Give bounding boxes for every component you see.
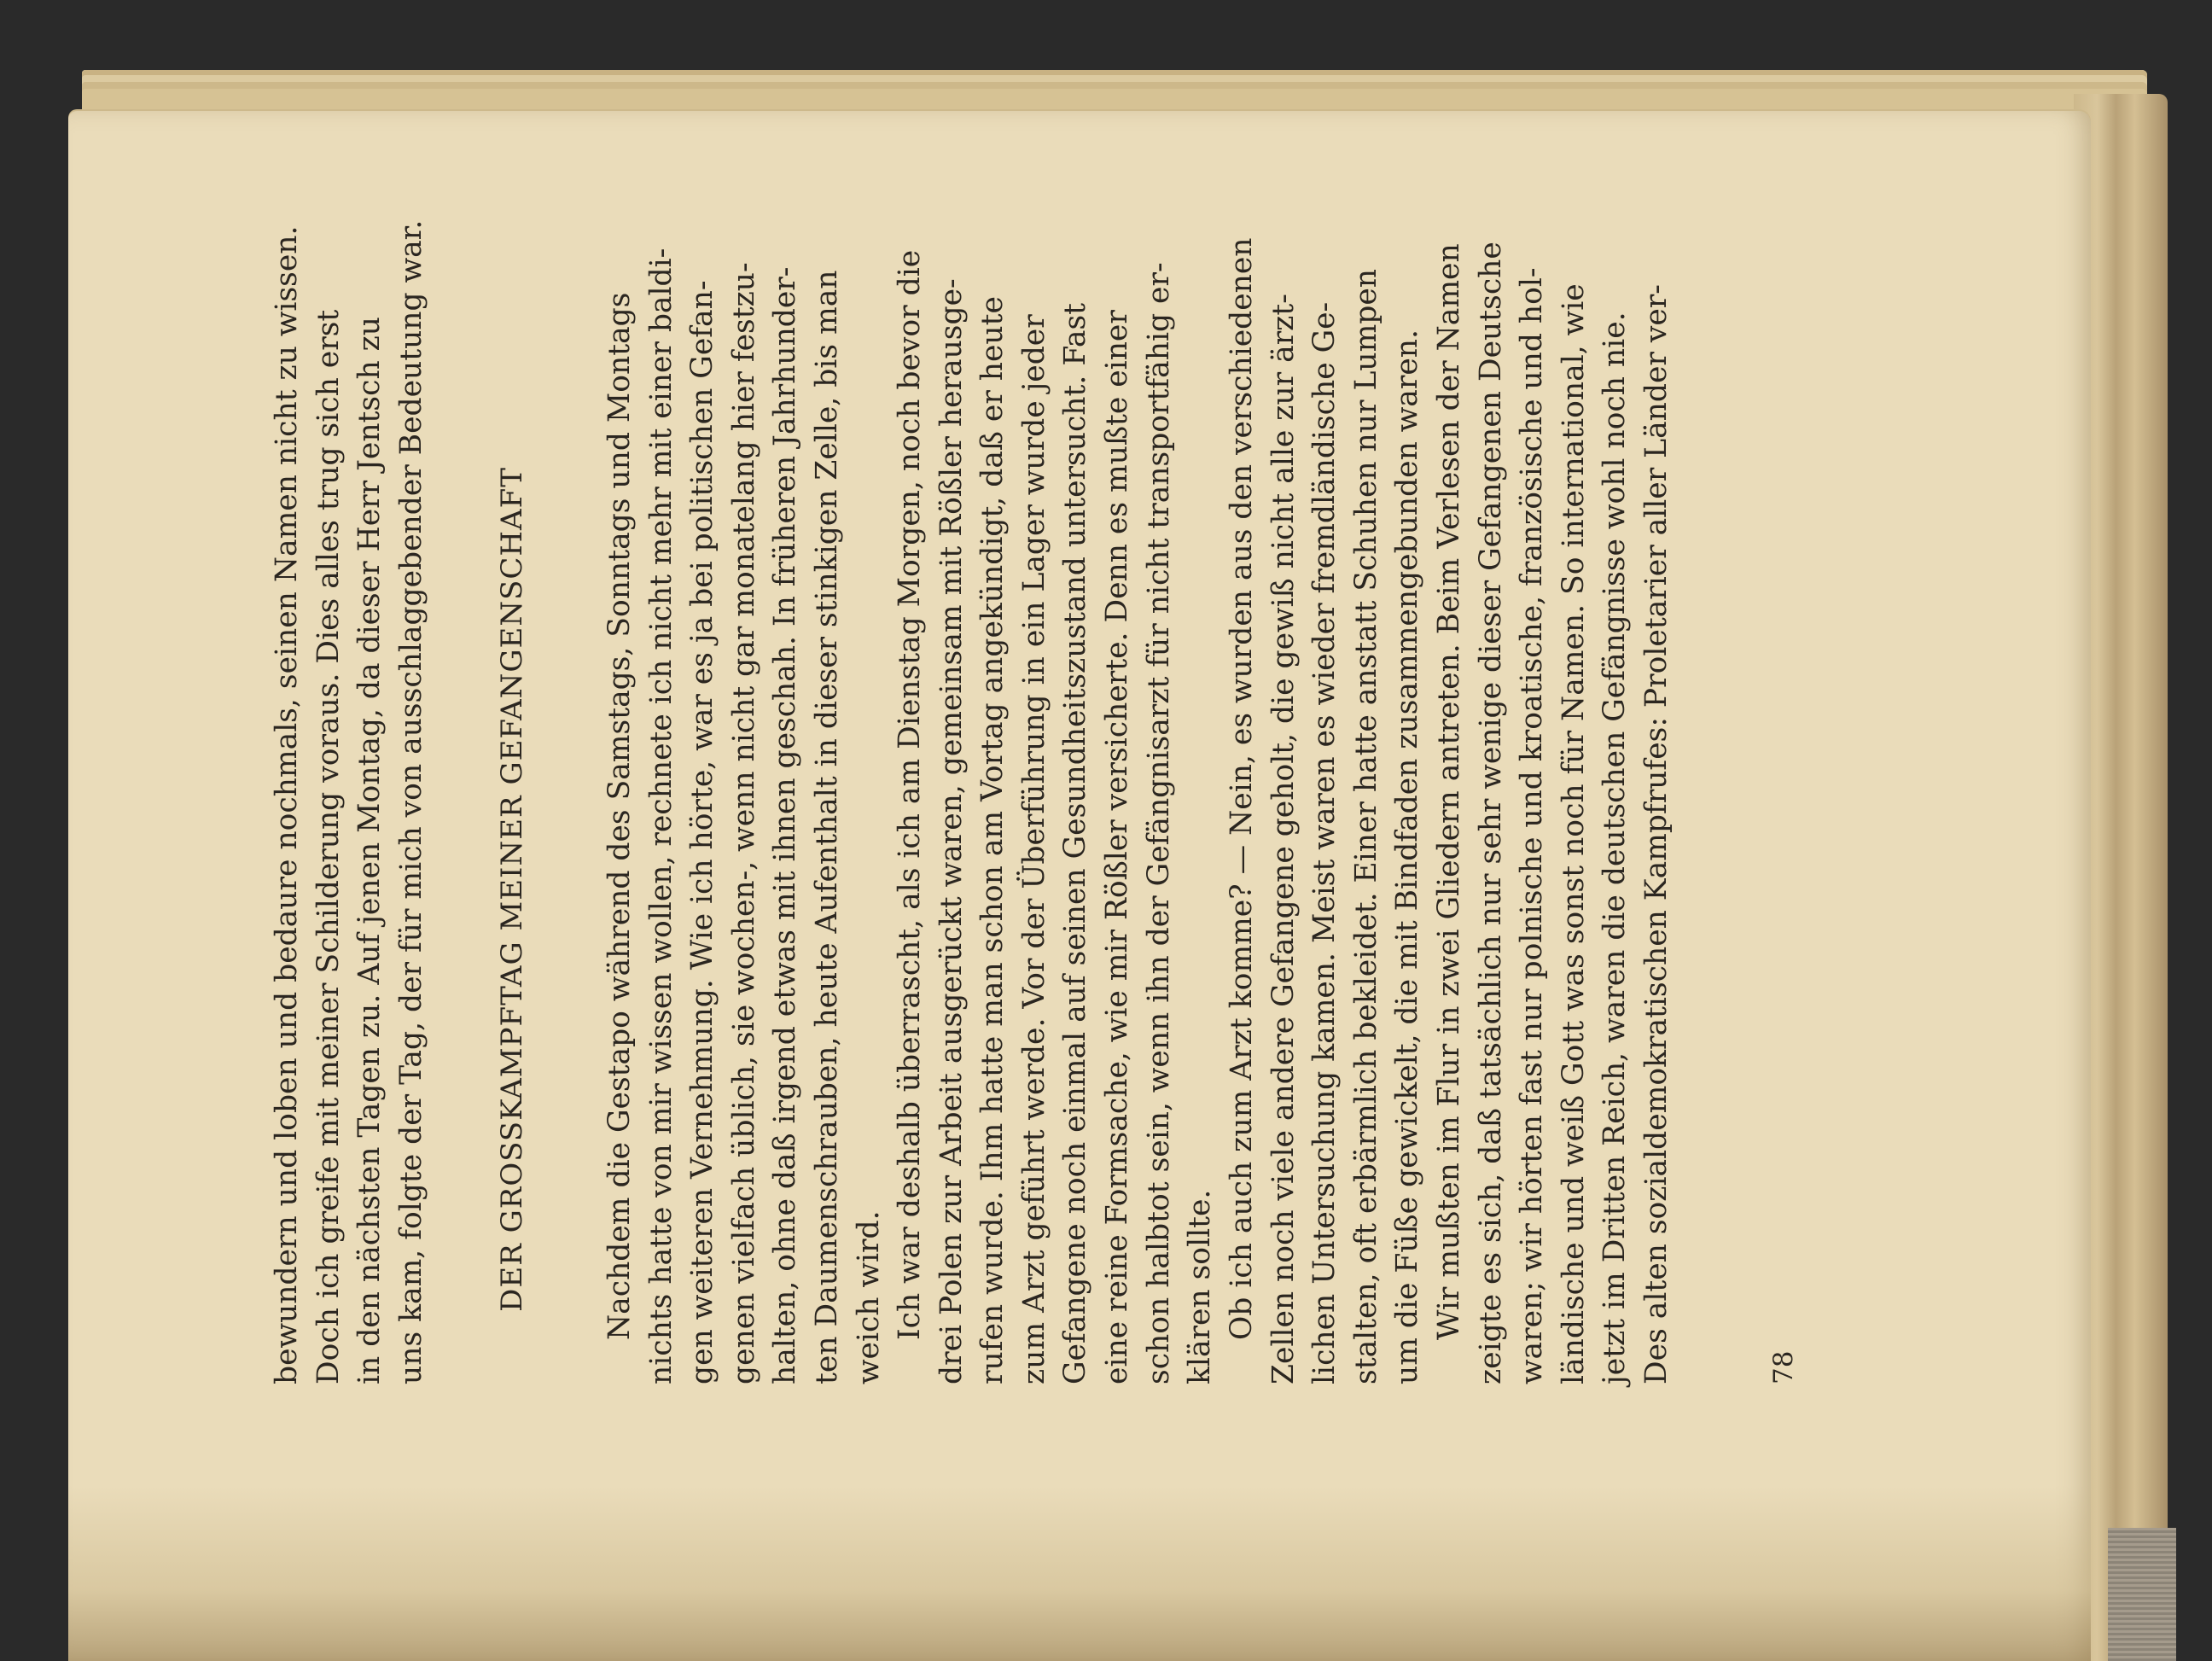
text-line: ten Daumenschrauben, heute Aufenthalt in dieser stinkigen Zelle, bis man (809, 270, 844, 1384)
text-line: drei Polen zur Arbeit ausgerückt waren, gemeinsam mit Rößler herausge- (934, 278, 969, 1384)
text-line: in den nächsten Tagen zu. Auf jenen Montag, da dieser Herr Jentsch zu (352, 316, 387, 1384)
text-line: waren; wir hörten fast nur polnische und kroatische, französische und hol- (1515, 267, 1550, 1384)
page-number: 78 (1768, 1350, 1799, 1384)
chapter-heading: DER GROSSKAMPFTAG MEINER GEFANGENSCHAFT (495, 467, 529, 1312)
text-line: Ich war deshalb überrascht, als ich am Dienstag Morgen, noch bevor die (893, 249, 927, 1340)
text-line: um die Füße gewickelt, die mit Bindfaden zusammengebunden waren. (1390, 329, 1425, 1384)
text-line: ländische und weiß Gott was sonst noch für Namen. So international, wie (1556, 283, 1591, 1384)
text-line: zeigte es sich, daß tatsächlich nur sehr wenige dieser Gefangenen Deutsche (1473, 242, 1508, 1384)
page-gutter-shadow (68, 1485, 2091, 1661)
text-line: schon halbtot sein, wenn ihn der Gefängnisarzt für nicht transportfähig er- (1141, 262, 1176, 1384)
text-line: zum Arzt geführt werde. Vor der Überführung in ein Lager wurde jeder (1016, 314, 1051, 1384)
text-line: uns kam, folgte der Tag, der für mich von ausschlaggebender Bedeutung war. (393, 219, 428, 1384)
paragraph-2 (889, 249, 1221, 1384)
text-line: lichen Untersuchung kamen. Meist waren es wieder fremdländische Ge- (1307, 301, 1342, 1384)
text-line: Doch ich greife mit meiner Schilderung voraus. Dies alles trug sich erst (311, 309, 346, 1384)
text-line: Gefangene noch einmal auf seinen Gesundheitszustand untersucht. Fast (1058, 302, 1093, 1384)
text-line: Des alten sozialdemokratischen Kampfrufes: Proletarier aller Länder ver- (1639, 284, 1674, 1384)
book-spine (2108, 1528, 2176, 1661)
text-line: stalten, oft erbärmlich bekleidet. Einer hatte anstatt Schuhen nur Lumpen (1348, 268, 1383, 1384)
text-line: Ob ich auch zum Arzt komme? — Nein, es wurden aus den verschiedenen (1225, 237, 1259, 1340)
text-line: weich wird. (851, 1210, 886, 1384)
page-text-block (266, 189, 1973, 1384)
paragraph-4 (1429, 242, 1678, 1384)
text-line: nichts hatte von mir wissen wollen, rechnete ich nicht mehr mit einer baldi- (643, 248, 678, 1384)
text-line: Zellen noch viele andere Gefangene geholt, die gewiß nicht alle zur ärzt- (1266, 294, 1301, 1384)
text-line: Wir mußten im Flur in zwei Gliedern antreten. Beim Verlesen der Namen (1432, 243, 1466, 1340)
text-line: Nachdem die Gestapo während des Samstags, Sonntags und Montags (602, 292, 637, 1340)
text-line: eine reine Formsache, wie mir Rößler versicherte. Denn es mußte einer (1099, 310, 1134, 1384)
text-line: halten, ohne daß irgend etwas mit ihnen geschah. In früheren Jahrhunder- (768, 266, 803, 1384)
intro-paragraph (266, 219, 432, 1384)
paragraph-1 (599, 248, 889, 1384)
text-line: klären sollte. (1183, 1189, 1218, 1384)
text-line: bewundern und loben und bedaure nochmals, seinen Namen nicht zu wissen. (270, 225, 304, 1384)
text-line: genen vielfach üblich, sie wochen-, wenn nicht gar monatelang hier festzu- (726, 262, 761, 1384)
paragraph-3 (1221, 237, 1429, 1384)
text-line: jetzt im Dritten Reich, waren die deutschen Gefängnisse wohl noch nie. (1598, 312, 1633, 1384)
text-line: gen weiteren Vernehmung. Wie ich hörte, war es ja bei politischen Gefan- (685, 280, 720, 1384)
text-line: rufen wurde. Ihm hatte man schon am Vortag angekündigt, daß er heute (975, 296, 1010, 1384)
